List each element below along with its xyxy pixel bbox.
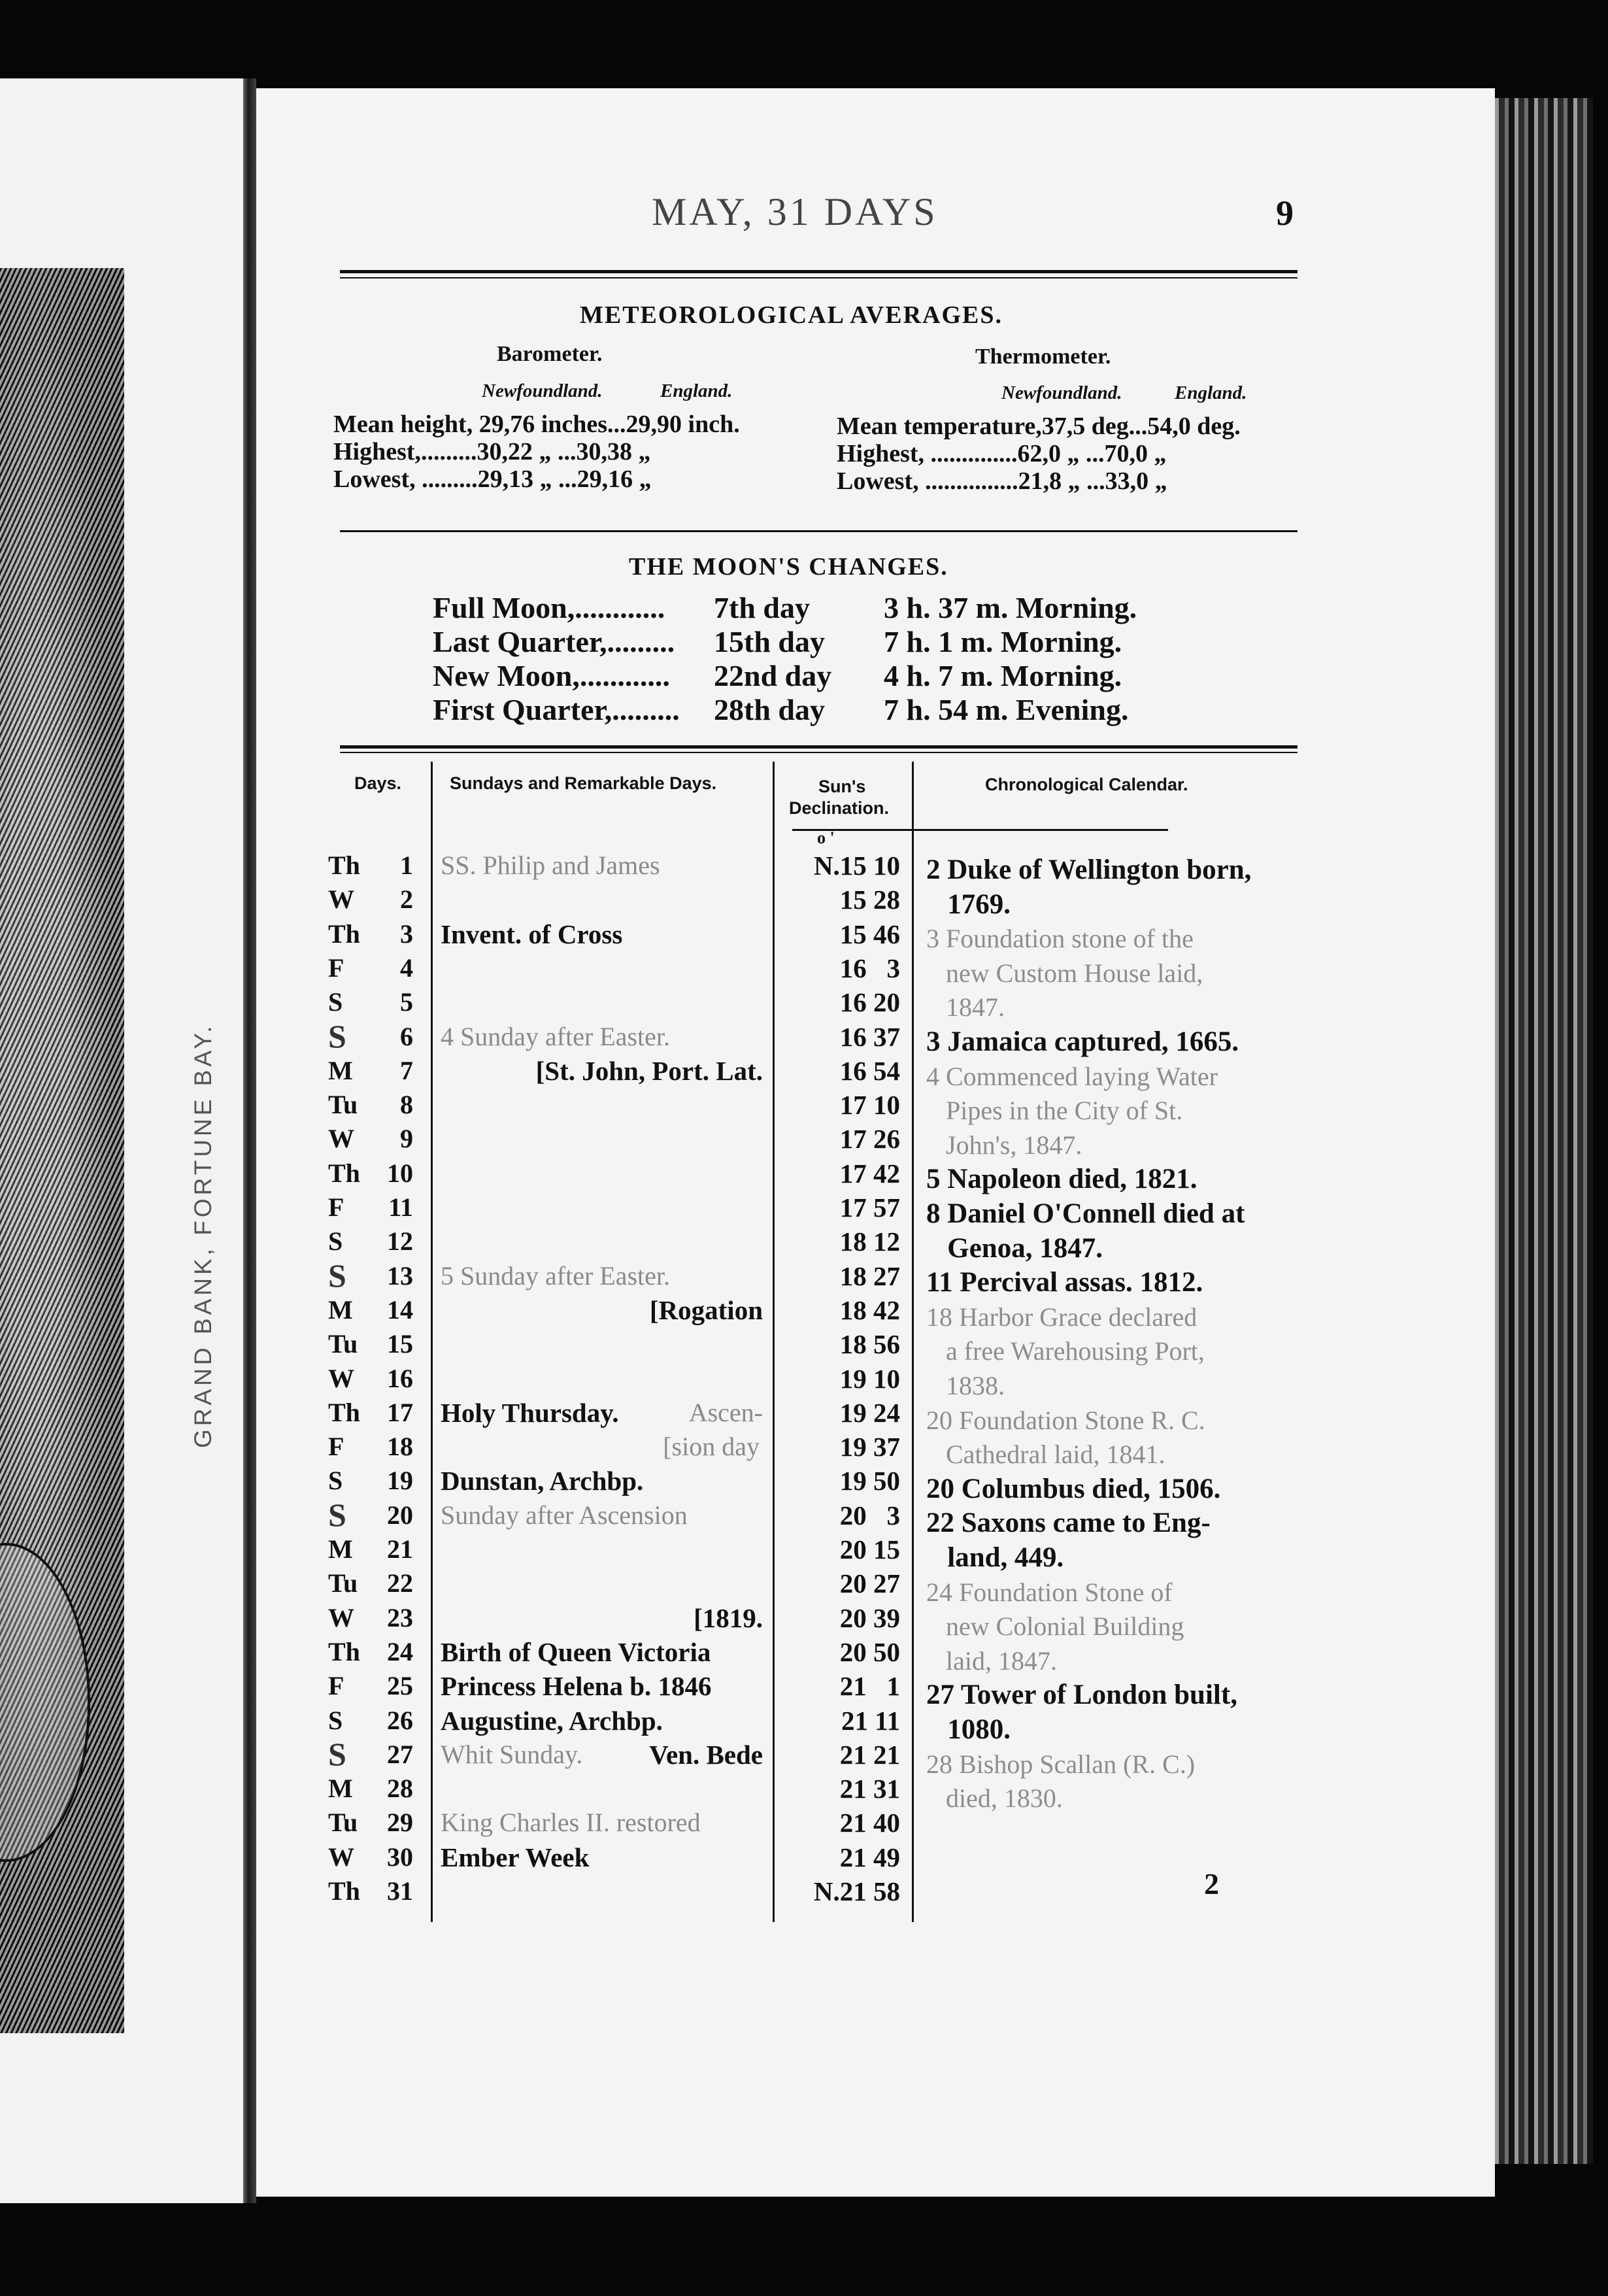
column-header-chronological: Chronological Calendar. [985,775,1188,794]
sun-declination: 19 37 [839,1432,900,1462]
remarkable-day-continued: Ven. Bede [649,1740,763,1770]
remarkable-day: 5 Sunday after Easter. [441,1261,670,1291]
chronology-line: 3 Foundation stone of the [926,924,1194,953]
column-divider [773,762,775,1922]
barometer-row: Highest,.........30,22 „ ...30,38 „ [333,438,651,465]
remarkable-day: King Charles II. restored [441,1808,701,1837]
thermometer-row: Mean temperature,37,5 deg...54,0 deg. [837,413,1241,440]
day-of-week: W [328,1124,354,1153]
barometer-col-england: England. [660,380,733,401]
day-of-week: Th [328,1637,360,1666]
sun-declination: 19 10 [839,1364,900,1394]
remarkable-day: [sion day [663,1432,760,1461]
sun-declination: 20 39 [839,1603,900,1633]
engraving-illustration [0,268,124,2033]
moon-day: 7th day [714,591,810,624]
sun-declination: 20 15 [839,1534,900,1564]
day-of-week: Tu [328,1329,358,1359]
header-rule [340,270,1298,273]
sun-declination: N.15 10 [813,851,900,881]
plate-caption: GRAND BANK, FORTUNE BAY. [190,1022,216,1448]
day-of-week: S [328,1706,343,1735]
thermometer-row: Highest, ..............62,0 „ ...70,0 „ [837,440,1167,467]
sun-declination: 18 56 [839,1329,900,1359]
sun-declination: 17 10 [839,1090,900,1120]
day-of-week: S [328,1018,346,1055]
day-of-week: S [328,1736,346,1772]
moon-phase: Full Moon,............ [433,591,665,624]
chronology-line: a free Warehousing Port, [926,1336,1205,1366]
book-gutter [243,78,256,2203]
remarkable-day: Dunstan, Archbp. [441,1466,644,1496]
moon-time: 7 h. 1 m. Morning. [884,625,1122,658]
sun-declination: 19 50 [839,1466,900,1496]
sun-declination: 17 42 [839,1158,900,1189]
remarkable-day: Invent. of Cross [441,919,623,949]
remarkable-day: 4 Sunday after Easter. [441,1022,670,1051]
moon-phase: New Moon,............ [433,659,670,692]
column-divider [431,762,433,1922]
sun-declination: 21 11 [841,1706,900,1736]
chronology-line: 1838. [926,1371,1005,1400]
remarkable-day: Augustine, Archbp. [441,1706,663,1736]
column-divider [912,762,914,1922]
day-number: 1 [400,851,413,880]
day-number: 2 [400,885,413,914]
chronology-line: 3 Jamaica captured, 1665. [926,1026,1239,1057]
day-number: 23 [387,1603,413,1632]
sun-declination: N.21 58 [813,1876,900,1906]
day-number: 21 [387,1534,413,1564]
page-title: MAY, 31 DAYS [652,190,938,233]
column-header-declination: Sun's [818,777,866,796]
day-number: 16 [387,1364,413,1393]
day-number: 25 [387,1671,413,1700]
day-of-week: M [328,1056,353,1085]
chronology-line: 20 Foundation Stone R. C. [926,1406,1205,1435]
column-header-declination-2: Declination. [789,798,890,818]
day-number: 3 [400,919,413,949]
sun-declination: 20 27 [839,1568,900,1598]
day-number: 30 [387,1842,413,1872]
sun-declination: 16 3 [839,953,900,983]
moon-day: 22nd day [714,659,832,692]
sun-declination: 15 28 [839,885,900,915]
day-number: 17 [387,1398,413,1427]
degree-marks: o ' [817,828,835,847]
book-edge [1495,98,1593,2164]
moon-changes-title: THE MOON'S CHANGES. [629,553,948,581]
chronology-line: new Colonial Building [926,1612,1184,1641]
sun-declination: 20 50 [839,1637,900,1667]
day-number: 7 [400,1056,413,1085]
chronology-line: 1847. [926,992,1005,1022]
day-number: 18 [387,1432,413,1461]
sun-declination: 21 49 [839,1842,900,1872]
day-number: 15 [387,1329,413,1359]
barometer-col-newfoundland: Newfoundland. [482,380,603,401]
day-number: 8 [400,1090,413,1119]
day-number: 9 [400,1124,413,1153]
day-number: 14 [387,1295,413,1325]
moon-time: 3 h. 37 m. Morning. [884,591,1137,624]
sun-declination: 18 12 [839,1226,900,1257]
moon-time: 4 h. 7 m. Morning. [884,659,1122,692]
day-number: 6 [400,1022,413,1051]
page-number: 9 [1276,194,1294,233]
chronology-line: 1769. [926,889,1011,920]
day-of-week: W [328,1603,354,1632]
day-number: 10 [387,1158,413,1188]
header-rule-thin [340,277,1298,279]
thermometer-heading: Thermometer. [975,345,1111,369]
day-number: 12 [387,1226,413,1256]
day-number: 20 [387,1500,413,1530]
day-number: 11 [388,1192,413,1222]
remarkable-day: [St. John, Port. Lat. [535,1056,763,1086]
chronology-line: land, 449. [926,1542,1064,1573]
sun-declination: 18 42 [839,1295,900,1325]
remarkable-day: Ember Week [441,1842,590,1872]
day-number: 13 [387,1261,413,1291]
thermometer-col-newfoundland: Newfoundland. [1001,382,1122,403]
sun-declination: 16 37 [839,1022,900,1052]
sun-declination: 21 21 [839,1740,900,1770]
day-of-week: S [328,1257,346,1294]
day-of-week: Tu [328,1808,358,1837]
chronology-line: 20 Columbus died, 1506. [926,1474,1221,1504]
chronology-line: 5 Napoleon died, 1821. [926,1164,1198,1194]
sun-declination: 18 27 [839,1261,900,1291]
barometer-heading: Barometer. [497,342,603,366]
chronology-line: John's, 1847. [926,1130,1082,1160]
chronology-line: Pipes in the City of St. [926,1096,1183,1125]
barometer-row: Lowest, .........29,13 „ ...29,16 „ [333,465,652,493]
remarkable-day: [1819. [694,1603,763,1633]
day-number: 19 [387,1466,413,1495]
day-of-week: F [328,1432,344,1461]
chronology-line: Cathedral laid, 1841. [926,1440,1165,1469]
chronology-line: 1080. [926,1714,1011,1745]
day-of-week: S [328,987,343,1017]
column-header-remarkable-days: Sundays and Remarkable Days. [450,773,717,793]
chronology-line: 27 Tower of London built, [926,1680,1237,1710]
day-of-week: Th [328,919,360,949]
sun-declination: 17 26 [839,1124,900,1154]
day-of-week: Th [328,1158,360,1188]
day-number: 5 [400,987,413,1017]
facing-page [0,78,243,2203]
day-of-week: W [328,885,354,914]
day-number: 24 [387,1637,413,1666]
sun-declination: 16 20 [839,987,900,1017]
chronology-line: 11 Percival assas. 1812. [926,1267,1203,1298]
remarkable-day: Birth of Queen Victoria [441,1637,711,1667]
moon-day: 15th day [714,625,825,658]
remarkable-day: SS. Philip and James [441,851,660,880]
day-number: 27 [387,1740,413,1769]
sun-declination: 21 31 [839,1774,900,1804]
day-number: 31 [387,1876,413,1906]
day-of-week: Tu [328,1090,358,1119]
day-of-week: S [328,1466,343,1495]
section-rule [340,530,1298,532]
day-of-week: F [328,1671,344,1700]
chronology-line: 4 Commenced laying Water [926,1062,1218,1091]
sun-declination: 19 24 [839,1398,900,1428]
meteorological-title: METEOROLOGICAL AVERAGES. [580,301,1003,329]
remarkable-day: Sunday after Ascension [441,1500,688,1530]
chronology-line: Genoa, 1847. [926,1233,1103,1264]
day-of-week: M [328,1295,353,1325]
chronology-line: new Custom House laid, [926,958,1203,988]
remarkable-day: Whit Sunday. [441,1740,583,1769]
moon-phase: Last Quarter,......... [433,625,675,658]
day-of-week: S [328,1226,343,1256]
sun-declination: 21 1 [839,1671,900,1701]
signature-mark: 2 [1204,1867,1219,1900]
day-of-week: W [328,1842,354,1872]
thermometer-row: Lowest, ...............21,8 „ ...33,0 „ [837,467,1167,495]
chronology-line: 22 Saxons came to Eng- [926,1508,1211,1538]
day-of-week: W [328,1364,354,1393]
day-of-week: F [328,953,344,983]
chronology-line: 8 Daniel O'Connell died at [926,1198,1245,1229]
day-number: 28 [387,1774,413,1803]
chronology-line: 2 Duke of Wellington born, [926,854,1252,885]
day-number: 29 [387,1808,413,1837]
day-of-week: Th [328,1398,360,1427]
day-of-week: Th [328,1876,360,1906]
remarkable-day-continued: Ascen- [688,1398,763,1427]
header-underline [792,829,1168,831]
calendar-top-rule-thin [340,752,1298,753]
day-of-week: M [328,1774,353,1803]
chronology-line: 28 Bishop Scallan (R. C.) [926,1749,1196,1779]
day-number: 22 [387,1568,413,1598]
remarkable-day: [Rogation [649,1295,763,1325]
chronology-line: 24 Foundation Stone of [926,1578,1173,1607]
day-of-week: F [328,1192,344,1222]
moon-phase: First Quarter,......... [433,693,680,726]
calendar-top-rule [340,745,1298,749]
barometer-row: Mean height, 29,76 inches...29,90 inch. [333,411,740,438]
sun-declination: 20 3 [839,1500,900,1530]
day-number: 26 [387,1706,413,1735]
column-header-days: Days. [354,773,402,793]
chronology-line: died, 1830. [926,1783,1063,1813]
day-of-week: S [328,1496,346,1533]
chronology-line: laid, 1847. [926,1646,1057,1676]
day-of-week: M [328,1534,353,1564]
sun-declination: 15 46 [839,919,900,949]
remarkable-day: Princess Helena b. 1846 [441,1671,712,1701]
sun-declination: 17 57 [839,1192,900,1223]
thermometer-col-england: England. [1175,382,1247,403]
almanac-page [256,88,1495,2197]
moon-time: 7 h. 54 m. Evening. [884,693,1129,726]
engraving-detail [0,1543,90,1862]
day-of-week: Tu [328,1568,358,1598]
remarkable-day: Holy Thursday. [441,1398,619,1428]
day-of-week: Th [328,851,360,880]
sun-declination: 21 40 [839,1808,900,1838]
moon-day: 28th day [714,693,825,726]
chronology-line: 18 Harbor Grace declared [926,1302,1198,1332]
day-number: 4 [400,953,413,983]
sun-declination: 16 54 [839,1056,900,1086]
